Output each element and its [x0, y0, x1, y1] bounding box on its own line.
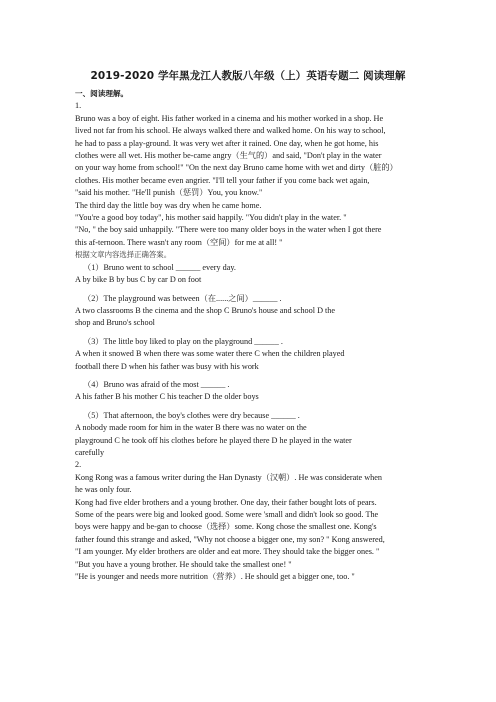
document-title: 2019-2020 学年黑龙江人教版八年级（上）英语专题二 阅读理解: [90, 70, 406, 82]
section-heading: 一、阅读理解。: [75, 89, 129, 98]
instruction-line: 根据文章内容选择正确答案。: [75, 250, 172, 260]
question-options: shop and Bruno's school: [75, 318, 155, 328]
document-body: [75, 88, 425, 583]
passage-line: Kong had five elder brothers and a young brother. One day, their father bought lots of pears.: [75, 497, 377, 507]
question-stem: （5）That afternoon, the boy's clothes were dry because ______ .: [83, 410, 300, 420]
passage-line: "No, " the boy said unhappily. "There were too many older boys in the water when I got there: [75, 225, 382, 235]
passage-number: 2.: [75, 460, 82, 470]
question-stem: （4）Bruno was afraid of the most ______ .: [83, 379, 230, 389]
passage-line: lived not far from his school. He always walked there and walked home. On his way to school,: [75, 126, 386, 136]
passage-line: Kong Rong was a famous writer during the Han Dynasty（汉朝）. He was considerate when: [75, 472, 382, 482]
passage-line: "You're a good boy today", his mother said happily. "You didn't play in the water. ": [75, 213, 347, 223]
passage-line: "He is younger and needs more nutrition（营养）. He should get a bigger one, too. ": [75, 572, 355, 582]
question-stem: （3）The little boy liked to play on the playground ______ .: [83, 336, 283, 346]
question-options: football there D when his father was busy with his work: [75, 361, 259, 371]
question-options: A nobody made room for him in the water B there was no water on the: [75, 423, 307, 433]
passage-line: The third day the little boy was dry when he came home.: [75, 200, 262, 210]
passage-line: father found this strange and asked, "Why not choose a bigger one, my son? " Kong answered,: [75, 534, 385, 544]
question-options: A by bike B by bus C by car D on foot: [75, 275, 202, 285]
passage-line: "But you have a young brother. He should take the smallest one! ": [75, 559, 292, 569]
question-options: carefully: [75, 447, 105, 457]
passage-line: Some of the pears were big and looked good. Some were 'small and didn't look so good. The: [75, 510, 379, 519]
passage-line: "said his mother. "He'll punish（惩罚）You, you know.": [75, 188, 263, 198]
passage-line: clothes. His mother became even angrier. "I'll tell your father if you come back wet again,: [75, 175, 370, 185]
passage-line: boys were happy and be-gan to choose（选择）some. Kong chose the smallest one. Kong's: [75, 522, 377, 532]
question-stem: （1）Bruno went to school ______ every day.: [83, 262, 236, 272]
passage-line: Bruno was a boy of eight. His father worked in a cinema and his mother worked in a shop. He: [75, 113, 384, 123]
question-options: A two classrooms B the cinema and the shop C Bruno's house and school D the: [75, 305, 336, 315]
passage-number: 1.: [75, 101, 82, 111]
passage-line: "I am younger. My elder brothers are older and eat more. They should take the bigger ones. ": [75, 547, 380, 557]
passage-line: he was only four.: [75, 485, 132, 495]
question-options: A his father B his mother C his teacher D the older boys: [75, 392, 259, 402]
passage-line: this af-ternoon. There wasn't any room（空间）for me at all! ": [75, 237, 283, 247]
question-stem: （2）The playground was between（在......之间）______ .: [83, 293, 282, 303]
passage-line: he had to pass a play-ground. It was very wet after it rained. One day, when he got home, his: [75, 138, 379, 148]
passage-line: on your way home from school!" "On the next day Bruno came home with wet and dirty（脏的）: [75, 163, 398, 173]
passage-line: clothes were all wet. His mother be-came angry（生气的）and said, "Don't play in the water: [75, 151, 382, 161]
question-options: A when it snowed B when there was some water there C when the children played: [75, 349, 345, 359]
question-options: playground C he took off his clothes before he played there D he played in the water: [75, 435, 352, 445]
